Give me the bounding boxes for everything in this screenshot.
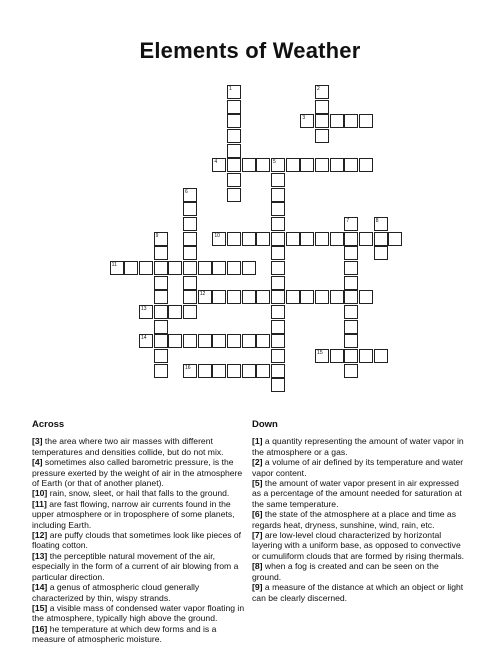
crossword-cell[interactable]: [242, 364, 256, 378]
across-clue: [32, 582, 250, 603]
crossword-cell[interactable]: [198, 261, 212, 275]
crossword-cell[interactable]: [227, 158, 241, 172]
crossword-cell[interactable]: [315, 129, 329, 143]
crossword-cell[interactable]: [344, 114, 358, 128]
crossword-cell[interactable]: [330, 232, 344, 246]
crossword-cell[interactable]: [183, 305, 197, 319]
crossword-cell[interactable]: [344, 320, 358, 334]
clue-text: he temperature at which dew forms and is a measure of atmospheric moisture.: [32, 623, 217, 645]
cell-number: 12: [199, 291, 206, 298]
crossword-cell[interactable]: [183, 364, 197, 378]
crossword-cell[interactable]: [315, 158, 329, 172]
across-clue-list: [32, 436, 250, 644]
crossword-cell[interactable]: [344, 364, 358, 378]
cell-number: 16: [185, 364, 191, 371]
across-clue: [32, 530, 250, 551]
crossword-cell[interactable]: [374, 246, 388, 260]
crossword-cell[interactable]: [315, 114, 329, 128]
crossword-cell[interactable]: [271, 364, 285, 378]
crossword-cell[interactable]: [154, 276, 168, 290]
crossword-cell[interactable]: [344, 305, 358, 319]
crossword-cell[interactable]: [124, 261, 138, 275]
crossword-cell[interactable]: [271, 202, 285, 216]
crossword-cell[interactable]: [139, 261, 153, 275]
clue-number: [8]: [252, 561, 263, 572]
down-clue: [252, 530, 470, 561]
crossword-cell[interactable]: [183, 290, 197, 304]
down-clue: [252, 457, 470, 478]
crossword-cell[interactable]: [344, 217, 358, 231]
clue-text: the area where two air masses with different temperatures and densities collide, but do not mix.: [32, 436, 224, 457]
crossword-cell[interactable]: [154, 364, 168, 378]
down-clue-list: [252, 436, 470, 603]
clue-text: the state of the atmosphere at a place and time as regards heat, dryness, sunshine, wind, rain, etc.: [252, 509, 456, 530]
crossword-cell[interactable]: [212, 261, 226, 275]
clue-text: a measure of the distance at which an object or light can be clearly discerned.: [252, 582, 464, 603]
crossword-cell[interactable]: [168, 305, 182, 319]
crossword-cell[interactable]: [256, 334, 270, 348]
across-clue: [32, 488, 250, 498]
crossword-cell[interactable]: [154, 305, 168, 319]
crossword-cell[interactable]: [154, 232, 168, 246]
clue-text: sometimes also called barometric pressure, is the pressure exerted by the weight of air in the atmosphere of Earth (or that of another planet).: [32, 457, 243, 489]
crossword-cell[interactable]: [183, 202, 197, 216]
crossword-cell[interactable]: [271, 188, 285, 202]
cell-number: 4: [214, 159, 218, 166]
crossword-cell[interactable]: [300, 158, 314, 172]
clue-text: rain, snow, sleet, or hail that falls to the ground.: [49, 488, 230, 499]
crossword-cell[interactable]: [227, 129, 241, 143]
crossword-cell[interactable]: [271, 217, 285, 231]
clue-number: [14]: [32, 582, 48, 593]
crossword-cell[interactable]: [154, 290, 168, 304]
clue-number: [13]: [32, 550, 48, 561]
crossword-cell[interactable]: [256, 290, 270, 304]
crossword-cell[interactable]: [227, 188, 241, 202]
crossword-cell[interactable]: [227, 114, 241, 128]
crossword-cell[interactable]: [198, 290, 212, 304]
down-clue: [252, 478, 470, 509]
crossword-cell[interactable]: [242, 261, 256, 275]
cell-number: 1: [229, 86, 232, 92]
crossword-cell[interactable]: [344, 334, 358, 348]
crossword-cell[interactable]: [242, 334, 256, 348]
crossword-cell[interactable]: [344, 290, 358, 304]
crossword-cell[interactable]: [359, 349, 373, 363]
crossword-cell[interactable]: [344, 232, 358, 246]
crossword-cell[interactable]: [212, 334, 226, 348]
crossword-cell[interactable]: [315, 290, 329, 304]
crossword-cell[interactable]: [198, 364, 212, 378]
clue-number: [1]: [252, 436, 263, 447]
crossword-cell[interactable]: [388, 232, 402, 246]
across-heading: Across: [32, 419, 65, 430]
crossword-cell[interactable]: [110, 261, 124, 275]
crossword-cell[interactable]: [315, 85, 329, 99]
crossword-cell[interactable]: [271, 305, 285, 319]
crossword-cell[interactable]: [344, 261, 358, 275]
crossword-cell[interactable]: [183, 276, 197, 290]
crossword-cell[interactable]: [315, 232, 329, 246]
clue-text: a visible mass of condensed water vapor floating in the atmosphere, typically high above the ground.: [32, 602, 245, 624]
crossword-cell[interactable]: [344, 158, 358, 172]
crossword-cell[interactable]: [139, 334, 153, 348]
down-clue: [252, 436, 470, 457]
crossword-cell[interactable]: [183, 232, 197, 246]
cell-number: 11: [111, 262, 117, 269]
crossword-cell[interactable]: [227, 144, 241, 158]
page-title: Elements of Weather: [139, 38, 361, 63]
crossword-cell[interactable]: [242, 232, 256, 246]
across-clue: [32, 624, 250, 645]
crossword-cell[interactable]: [256, 158, 270, 172]
clue-number: [11]: [32, 498, 47, 509]
crossword-cell[interactable]: [212, 290, 226, 304]
down-clue: [252, 561, 470, 582]
crossword-cell[interactable]: [359, 232, 373, 246]
cell-number: 8: [375, 218, 379, 225]
crossword-cell[interactable]: [271, 276, 285, 290]
crossword-cell[interactable]: [154, 320, 168, 334]
across-clue: [32, 499, 250, 530]
crossword-cell[interactable]: [286, 290, 300, 304]
crossword-cell[interactable]: [271, 349, 285, 363]
crossword-cell[interactable]: [154, 261, 168, 275]
crossword-cell[interactable]: [227, 261, 241, 275]
crossword-cell[interactable]: [344, 276, 358, 290]
crossword-cell[interactable]: [286, 158, 300, 172]
crossword-cell[interactable]: [256, 232, 270, 246]
down-clues: [252, 420, 470, 603]
clue-text: a quantity representing the amount of water vapor in the atmosphere or a gas.: [252, 436, 464, 457]
clue-text: a genus of atmospheric cloud generally characterized by thin, wispy strands.: [32, 582, 200, 603]
crossword-cell[interactable]: [271, 334, 285, 348]
clue-text: the amount of water vapor present in air expressed as a percentage of the amount needed for saturation at the same temperature.: [252, 478, 462, 509]
crossword-cell[interactable]: [212, 232, 226, 246]
crossword-cell[interactable]: [198, 334, 212, 348]
across-clue: [32, 436, 250, 457]
crossword-cell[interactable]: [330, 114, 344, 128]
crossword-cell[interactable]: [359, 114, 373, 128]
crossword-cell[interactable]: [315, 100, 329, 114]
clue-number: [16]: [32, 623, 48, 634]
crossword-cell[interactable]: [168, 261, 182, 275]
crossword-cell[interactable]: [315, 349, 329, 363]
cell-number: 14: [141, 335, 147, 342]
crossword-cell[interactable]: [227, 100, 241, 114]
clue-text: are fast flowing, narrow air currents found in the upper atmosphere or in troposphere of some planets, including Earth.: [32, 498, 235, 530]
crossword-cell[interactable]: [300, 290, 314, 304]
crossword-cell[interactable]: [271, 320, 285, 334]
crossword-cell[interactable]: [344, 246, 358, 260]
clue-number: [4]: [32, 457, 43, 468]
crossword-cell[interactable]: [242, 158, 256, 172]
cell-number: 9: [155, 232, 159, 239]
crossword-cell[interactable]: [271, 246, 285, 260]
clue-number: [12]: [32, 530, 48, 541]
cell-number: 10: [214, 232, 220, 239]
crossword-cell[interactable]: [212, 364, 226, 378]
crossword-cell[interactable]: [227, 85, 241, 99]
clue-number: [5]: [252, 478, 263, 489]
clue-number: [7]: [252, 530, 263, 541]
crossword-cell[interactable]: [374, 232, 388, 246]
crossword-cell[interactable]: [271, 290, 285, 304]
cell-number: 13: [141, 306, 147, 313]
crossword-cell[interactable]: [183, 246, 197, 260]
crossword-cell[interactable]: [330, 349, 344, 363]
crossword-cell[interactable]: [242, 290, 256, 304]
crossword-cell[interactable]: [271, 378, 285, 392]
cell-number: 7: [346, 218, 350, 225]
crossword-cell[interactable]: [227, 173, 241, 187]
crossword-cell[interactable]: [286, 232, 300, 246]
clue-text: the perceptible natural movement of the air, especially in the form of a current of air blowing from a particular direction.: [32, 550, 239, 582]
crossword-cell[interactable]: [183, 188, 197, 202]
clue-number: [6]: [252, 509, 263, 520]
crossword-cell[interactable]: [271, 173, 285, 187]
across-clue: [32, 603, 250, 624]
crossword-cell[interactable]: [227, 232, 241, 246]
clue-number: [3]: [32, 436, 43, 447]
cell-number: 5: [273, 159, 276, 166]
across-clues: [32, 420, 250, 645]
crossword-cell[interactable]: [183, 334, 197, 348]
crossword-cell[interactable]: [300, 232, 314, 246]
crossword-cell[interactable]: [183, 217, 197, 231]
crossword-cell[interactable]: [359, 158, 373, 172]
crossword-cell[interactable]: [330, 290, 344, 304]
down-clue: [252, 582, 470, 603]
crossword-cell[interactable]: [154, 246, 168, 260]
crossword-cell[interactable]: [227, 290, 241, 304]
cell-number: 6: [185, 188, 188, 195]
crossword-cell[interactable]: [271, 232, 285, 246]
down-heading: Down: [252, 419, 278, 430]
clue-text: when a fog is created and can be seen on the ground.: [252, 561, 439, 582]
crossword-cell[interactable]: [374, 349, 388, 363]
clue-number: [10]: [32, 488, 48, 499]
clue-text: are low-level cloud characterized by horizontal layering with a uniform base, as opposed to convective or cumuliform clouds that are formed by rising thermals.: [252, 530, 465, 561]
clue-text: a volume of air defined by its temperature and water vapor content.: [252, 457, 464, 478]
down-clue: [252, 509, 470, 530]
crossword-cell[interactable]: [344, 349, 358, 363]
crossword-cell[interactable]: [168, 334, 182, 348]
crossword-cell[interactable]: [139, 305, 153, 319]
clue-number: [2]: [252, 457, 263, 468]
clue-number: [15]: [32, 602, 48, 613]
clue-text: are puffy clouds that sometimes look like pieces of floating cotton.: [32, 530, 242, 551]
crossword-cell[interactable]: [330, 158, 344, 172]
crossword-cell[interactable]: [271, 261, 285, 275]
crossword-cell[interactable]: [374, 217, 388, 231]
cell-number: 15: [317, 350, 323, 357]
crossword-cell[interactable]: [154, 334, 168, 348]
cell-number: 3: [302, 115, 306, 122]
clue-number: [9]: [252, 582, 263, 593]
crossword-cell[interactable]: [183, 261, 197, 275]
crossword-cell[interactable]: [227, 364, 241, 378]
crossword-cell[interactable]: [212, 158, 226, 172]
crossword-cell[interactable]: [227, 334, 241, 348]
crossword-cell[interactable]: [154, 349, 168, 363]
crossword-cell[interactable]: [300, 114, 314, 128]
across-clue: [32, 457, 250, 488]
crossword-cell[interactable]: [271, 158, 285, 172]
across-clue: [32, 551, 250, 582]
crossword-cell[interactable]: [359, 290, 373, 304]
crossword-cell[interactable]: [256, 364, 270, 378]
cell-number: 2: [317, 86, 320, 92]
